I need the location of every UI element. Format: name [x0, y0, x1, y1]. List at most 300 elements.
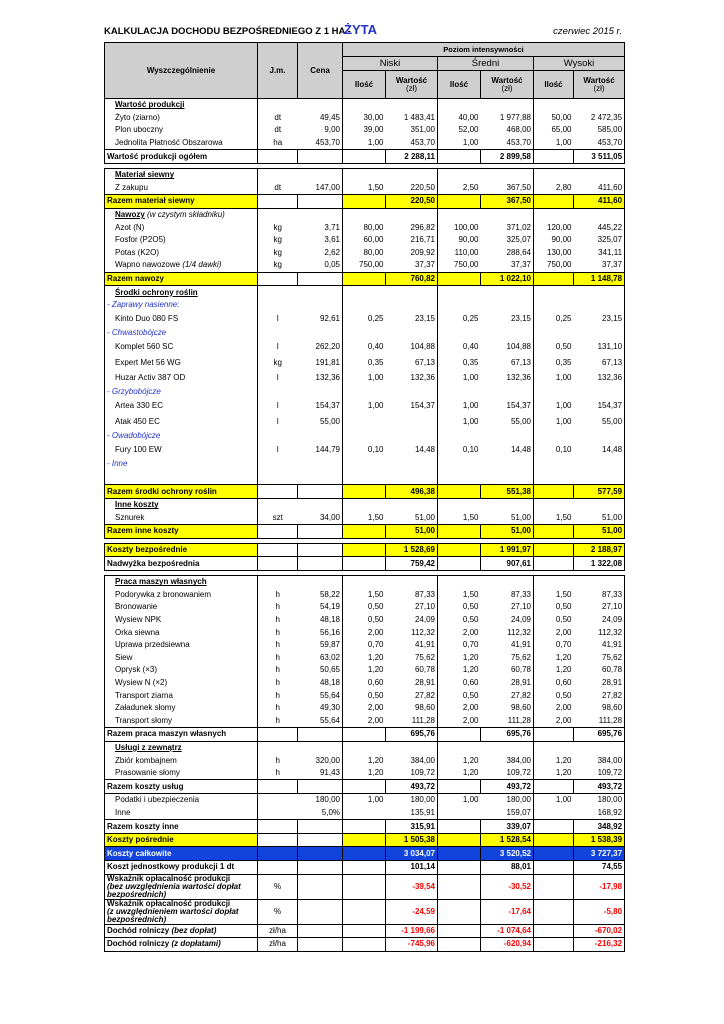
value-cell: 384,00 — [410, 755, 435, 765]
row-price: 92,61 — [319, 314, 340, 324]
qty-cell: 750,00 — [534, 259, 574, 272]
table-row — [105, 247, 625, 260]
value-cell: 180,00 — [574, 794, 625, 807]
value-cell: 87,33 — [510, 589, 531, 599]
value-cell: 51,00 — [574, 525, 625, 539]
row-price — [298, 899, 343, 924]
row-label: Razem nawozy — [105, 272, 258, 286]
row-unit: l — [258, 340, 298, 356]
qty-cell — [343, 272, 386, 286]
row-price — [298, 525, 343, 539]
row-price — [298, 861, 343, 875]
row-unit — [258, 741, 298, 754]
qty-cell — [343, 938, 386, 952]
qty-cell: 1,50 — [343, 589, 386, 602]
value-cell — [574, 168, 625, 181]
level-low-header: Niski — [343, 57, 438, 71]
qty-cell — [343, 286, 386, 299]
qty-cell: 0,40 — [343, 340, 386, 356]
row-label: Prasowanie słomy — [105, 767, 258, 780]
table-row — [105, 272, 625, 286]
value-cell: 111,28 — [507, 715, 531, 725]
qty-cell — [534, 780, 574, 794]
row-label: Razem środki ochrony roślin — [105, 485, 258, 499]
value-cell: -1 199,66 — [386, 924, 438, 938]
value-cell: 411,60 — [574, 182, 625, 195]
qty-cell: 0,10 — [343, 442, 386, 458]
qty-cell: 0,35 — [534, 355, 574, 371]
value-cell: 216,71 — [410, 235, 435, 245]
row-price: 34,00 — [319, 512, 340, 522]
qty-cell: 120,00 — [534, 221, 574, 234]
value-cell: 67,13 — [414, 357, 435, 367]
qty-cell: 65,00 — [534, 124, 574, 137]
qty-cell — [343, 861, 386, 875]
qty-cell — [343, 899, 386, 924]
value-cell: 1 505,38 — [386, 833, 438, 847]
table-row — [105, 714, 625, 727]
value-cell: 14,48 — [510, 445, 531, 455]
qty-cell — [534, 458, 574, 471]
value-cell: 351,00 — [410, 125, 435, 135]
table-row — [105, 312, 625, 328]
value-cell: 209,92 — [410, 247, 435, 257]
row-unit — [258, 299, 298, 312]
value-cell — [386, 99, 438, 112]
table-row — [105, 355, 625, 371]
value-cell: 1 991,97 — [481, 543, 534, 557]
value-cell — [574, 575, 625, 588]
qty-cell — [438, 924, 481, 938]
row-label: Załadunek słomy — [105, 702, 258, 715]
qty-cell: 2,80 — [534, 182, 574, 195]
row-price: 180,00 — [315, 795, 340, 805]
qty-cell: 1,50 — [343, 512, 386, 525]
row-price — [298, 286, 343, 299]
table-row — [105, 286, 625, 299]
value-cell: 159,07 — [506, 807, 531, 817]
value-cell: 445,22 — [574, 221, 625, 234]
row-label: Expert Met 56 WG — [105, 355, 258, 371]
value-cell: -216,32 — [574, 938, 625, 952]
value-cell — [386, 458, 438, 471]
row-price — [298, 150, 343, 164]
row-price: 55,64 — [319, 690, 340, 700]
table-row — [105, 780, 625, 794]
row-label: Transport słomy — [105, 714, 258, 727]
value-cell — [481, 741, 534, 754]
value-cell: 87,33 — [414, 589, 435, 599]
qty-cell — [438, 807, 481, 820]
qty-cell — [438, 874, 481, 899]
value-cell: 27,82 — [510, 690, 531, 700]
row-unit: kg — [258, 247, 298, 260]
value-cell: 60,78 — [414, 665, 435, 675]
qty-cell — [438, 938, 481, 952]
row-label: Potas (K2O) — [105, 247, 258, 260]
table-row — [105, 485, 625, 499]
qty-cell — [343, 458, 386, 471]
qty-cell — [438, 498, 481, 511]
value-cell: 453,70 — [410, 138, 435, 148]
row-price — [298, 327, 343, 340]
qty-cell: 90,00 — [438, 234, 481, 247]
row-price — [298, 386, 343, 399]
row-price: 3,61 — [324, 235, 340, 245]
qty-cell — [343, 327, 386, 340]
value-cell: 325,07 — [574, 234, 625, 247]
value-cell: 14,48 — [414, 445, 435, 455]
row-unit — [258, 327, 298, 340]
value-cell — [386, 208, 438, 221]
value-cell — [574, 99, 625, 112]
value-cell: 453,70 — [506, 138, 531, 148]
value-cell: 341,11 — [574, 247, 625, 260]
table-row — [105, 124, 625, 137]
value-cell: 154,37 — [506, 401, 531, 411]
table-row — [105, 899, 625, 924]
row-price — [298, 557, 343, 571]
value-cell: 109,72 — [574, 767, 625, 780]
table-row — [105, 182, 625, 195]
row-price — [298, 741, 343, 754]
value-cell: 27,10 — [510, 602, 531, 612]
value-cell — [574, 458, 625, 471]
qty-cell: 130,00 — [534, 247, 574, 260]
qty-cell: 0,60 — [534, 677, 574, 690]
row-price: 54,19 — [319, 602, 340, 612]
value-cell — [574, 386, 625, 399]
row-price — [298, 485, 343, 499]
qty-cell: 1,00 — [343, 794, 386, 807]
qty-cell — [438, 286, 481, 299]
qty-cell — [438, 861, 481, 875]
value-cell: 180,00 — [506, 795, 531, 805]
row-label: Koszt jednostkowy produkcji 1 dt — [105, 861, 258, 875]
row-unit: dt — [258, 124, 298, 137]
value-cell: 1 022,10 — [481, 272, 534, 286]
row-label: Wskaźnik opłacalność produkcji (bez uwzględnienia wartości dopłat bezpośrednich) — [105, 874, 258, 899]
table-row — [105, 741, 625, 754]
level-high-header: Wysoki — [534, 57, 625, 71]
qty-cell: 80,00 — [343, 247, 386, 260]
table-row — [105, 874, 625, 899]
value-cell: 493,72 — [481, 780, 534, 794]
value-cell: 411,60 — [574, 195, 625, 209]
qty-cell — [438, 575, 481, 588]
row-label: Huzar Activ 387 OD — [105, 371, 258, 387]
row-unit — [258, 386, 298, 399]
row-unit: zł/ha — [258, 938, 298, 952]
qty-cell: 0,50 — [343, 689, 386, 702]
qty-cell: 90,00 — [534, 234, 574, 247]
row-unit — [258, 168, 298, 181]
value-cell: -17,98 — [574, 874, 625, 899]
intensity-header: Poziom intensywności — [343, 43, 625, 57]
value-cell: -17,64 — [481, 899, 534, 924]
value-cell: 453,70 — [574, 137, 625, 150]
qty-cell — [438, 741, 481, 754]
col-price-header: Cena — [298, 43, 343, 99]
value-cell: 88,01 — [481, 861, 534, 875]
value-cell: 695,76 — [386, 728, 438, 742]
qty-cell: 0,50 — [534, 601, 574, 614]
value-cell — [481, 286, 534, 299]
value-cell: 2 288,11 — [386, 150, 438, 164]
value-cell — [481, 99, 534, 112]
row-label: Środki ochrony roślin — [105, 286, 258, 299]
row-price: 50,65 — [319, 665, 340, 675]
row-label: Artea 330 EC — [105, 399, 258, 415]
qty-cell: 1,20 — [438, 754, 481, 767]
qty-cell — [343, 807, 386, 820]
row-unit: h — [258, 767, 298, 780]
value-cell: 23,15 — [510, 314, 531, 324]
row-label: Fosfor (P2O5) — [105, 234, 258, 247]
value-cell: 112,32 — [411, 627, 435, 637]
row-label: Oprysk (×3) — [105, 664, 258, 677]
qty-cell — [343, 485, 386, 499]
row-price — [298, 575, 343, 588]
value-cell — [386, 414, 438, 430]
qty-cell — [534, 386, 574, 399]
value-cell: 1 538,39 — [574, 833, 625, 847]
qty-cell: 1,50 — [343, 182, 386, 195]
value-cell: 98,60 — [510, 703, 531, 713]
row-unit — [258, 833, 298, 847]
value-cell: -670,02 — [574, 924, 625, 938]
row-unit: % — [258, 899, 298, 924]
value-cell — [574, 299, 625, 312]
table-row — [105, 702, 625, 715]
qty-cell — [343, 780, 386, 794]
value-cell: 111,28 — [411, 715, 435, 725]
value-cell: 104,88 — [506, 342, 531, 352]
table-row — [105, 639, 625, 652]
qty-cell: 39,00 — [343, 124, 386, 137]
row-price: 48,18 — [319, 677, 340, 687]
value-cell: 1 148,78 — [574, 272, 625, 286]
value-cell: 111,28 — [574, 714, 625, 727]
table-row — [105, 626, 625, 639]
row-unit: kg — [258, 234, 298, 247]
value-cell — [574, 741, 625, 754]
value-cell: 371,02 — [506, 222, 531, 232]
qty-cell — [534, 575, 574, 588]
value-cell: 75,62 — [574, 652, 625, 665]
row-label: Inne — [105, 807, 258, 820]
row-label: Razem praca maszyn własnych — [105, 728, 258, 742]
col-unit-header: J.m. — [258, 43, 298, 99]
qty-cell: 40,00 — [438, 112, 481, 125]
value-cell: -745,96 — [386, 938, 438, 952]
row-price — [298, 272, 343, 286]
value-cell — [481, 458, 534, 471]
value-cell: -5,80 — [574, 899, 625, 924]
qty-cell — [438, 327, 481, 340]
row-price — [298, 208, 343, 221]
qty-cell — [534, 498, 574, 511]
row-unit: szt — [258, 512, 298, 525]
qty-cell: 80,00 — [343, 221, 386, 234]
qty-cell: 1,20 — [438, 652, 481, 665]
row-unit — [258, 820, 298, 834]
row-price — [298, 820, 343, 834]
qty-cell — [343, 575, 386, 588]
row-price: 3,71 — [324, 222, 340, 232]
value-cell: 28,91 — [510, 677, 531, 687]
qty-cell — [534, 820, 574, 834]
qty-cell: 0,50 — [534, 340, 574, 356]
row-unit: kg — [258, 221, 298, 234]
row-unit: kg — [258, 355, 298, 371]
qty-cell: 2,00 — [438, 702, 481, 715]
row-unit — [258, 485, 298, 499]
row-label: - Zaprawy nasienne: — [105, 299, 258, 312]
row-price — [298, 470, 343, 485]
qty-cell: 1,00 — [534, 794, 574, 807]
row-label: Orka siewna — [105, 626, 258, 639]
qty-cell — [534, 299, 574, 312]
calculation-table — [104, 42, 625, 952]
row-unit — [258, 728, 298, 742]
row-unit — [258, 272, 298, 286]
value-cell — [574, 470, 625, 485]
value-cell — [386, 575, 438, 588]
qty-cell — [343, 543, 386, 557]
qty-cell — [438, 208, 481, 221]
row-label: Wysiew N (×2) — [105, 677, 258, 690]
row-label: Wskaźnik opłacalność produkcji (z uwzględnieniem wartości dopłat bezpośrednich) — [105, 899, 258, 924]
value-cell: 51,00 — [386, 525, 438, 539]
qty-cell — [534, 286, 574, 299]
value-cell: 28,91 — [574, 677, 625, 690]
row-price — [298, 458, 343, 471]
qty-cell: 0,70 — [438, 639, 481, 652]
value-cell: 585,00 — [574, 124, 625, 137]
row-label: Podatki i ubezpieczenia — [105, 794, 258, 807]
qty-cell — [534, 899, 574, 924]
row-label: Koszty całkowite — [105, 847, 258, 861]
qty-cell — [534, 807, 574, 820]
qty-cell: 60,00 — [343, 234, 386, 247]
row-label: Razem koszty usług — [105, 780, 258, 794]
qty-cell: 110,00 — [438, 247, 481, 260]
qty-cell — [534, 543, 574, 557]
row-unit: kg — [258, 259, 298, 272]
row-label: Sznurek — [105, 512, 258, 525]
value-cell — [481, 498, 534, 511]
qty-cell — [343, 498, 386, 511]
qty-cell — [343, 874, 386, 899]
row-unit: l — [258, 371, 298, 387]
value-mid-header: Wartość (zł) — [481, 71, 534, 99]
value-cell: 14,48 — [574, 442, 625, 458]
qty-cell: 1,50 — [534, 512, 574, 525]
row-unit: zł/ha — [258, 924, 298, 938]
table-row — [105, 754, 625, 767]
qty-cell: 0,25 — [343, 312, 386, 328]
table-row — [105, 833, 625, 847]
qty-cell — [438, 430, 481, 443]
value-cell: 37,37 — [414, 260, 435, 270]
table-row — [105, 677, 625, 690]
value-cell: -39,54 — [386, 874, 438, 899]
row-label: Razem materiał siewny — [105, 195, 258, 209]
value-cell — [481, 430, 534, 443]
qty-cell: 1,00 — [534, 371, 574, 387]
qty-cell — [343, 386, 386, 399]
table-row — [105, 767, 625, 780]
qty-cell — [534, 728, 574, 742]
value-cell: 1 528,54 — [481, 833, 534, 847]
qty-cell — [534, 430, 574, 443]
qty-cell: 0,25 — [438, 312, 481, 328]
row-unit — [258, 470, 298, 485]
row-unit: h — [258, 689, 298, 702]
row-label: Praca maszyn własnych — [105, 575, 258, 588]
table-row — [105, 525, 625, 539]
value-cell: 51,00 — [510, 512, 531, 522]
row-unit — [258, 208, 298, 221]
row-price — [298, 938, 343, 952]
qty-mid-header: Ilość — [438, 71, 481, 99]
value-cell — [386, 286, 438, 299]
row-unit — [258, 807, 298, 820]
table-row — [105, 820, 625, 834]
row-unit — [258, 99, 298, 112]
qty-cell — [343, 208, 386, 221]
qty-cell: 1,00 — [534, 399, 574, 415]
value-cell: 367,50 — [506, 182, 531, 192]
table-row — [105, 728, 625, 742]
row-unit: h — [258, 754, 298, 767]
qty-cell — [438, 899, 481, 924]
qty-cell: 0,50 — [343, 614, 386, 627]
value-cell: 1 322,08 — [574, 557, 625, 571]
row-label: Transport ziarna — [105, 689, 258, 702]
row-unit: h — [258, 601, 298, 614]
value-cell: 112,32 — [507, 627, 531, 637]
row-unit: dt — [258, 182, 298, 195]
row-label: Wapno nawozowe (1/4 dawki) — [105, 259, 258, 272]
qty-cell: 1,00 — [438, 137, 481, 150]
qty-cell: 2,50 — [438, 182, 481, 195]
qty-cell: 1,20 — [534, 664, 574, 677]
value-cell: 135,91 — [410, 807, 435, 817]
row-label: Koszty bezpośrednie — [105, 543, 258, 557]
row-unit — [258, 498, 298, 511]
row-price: 91,43 — [319, 768, 340, 778]
value-cell: 67,13 — [574, 355, 625, 371]
qty-cell — [534, 150, 574, 164]
table-row — [105, 430, 625, 443]
qty-cell: 2,00 — [343, 702, 386, 715]
qty-cell — [343, 414, 386, 430]
row-label: Azot (N) — [105, 221, 258, 234]
value-cell: 55,00 — [510, 416, 531, 426]
qty-cell — [343, 924, 386, 938]
table-row — [105, 168, 625, 181]
qty-cell: 2,00 — [343, 626, 386, 639]
qty-cell — [438, 168, 481, 181]
value-cell: 131,10 — [574, 340, 625, 356]
row-unit: l — [258, 414, 298, 430]
qty-cell — [343, 557, 386, 571]
row-label: Nawozy (w czystym składniku) — [105, 208, 258, 221]
value-cell: 75,62 — [414, 652, 435, 662]
table-row — [105, 221, 625, 234]
